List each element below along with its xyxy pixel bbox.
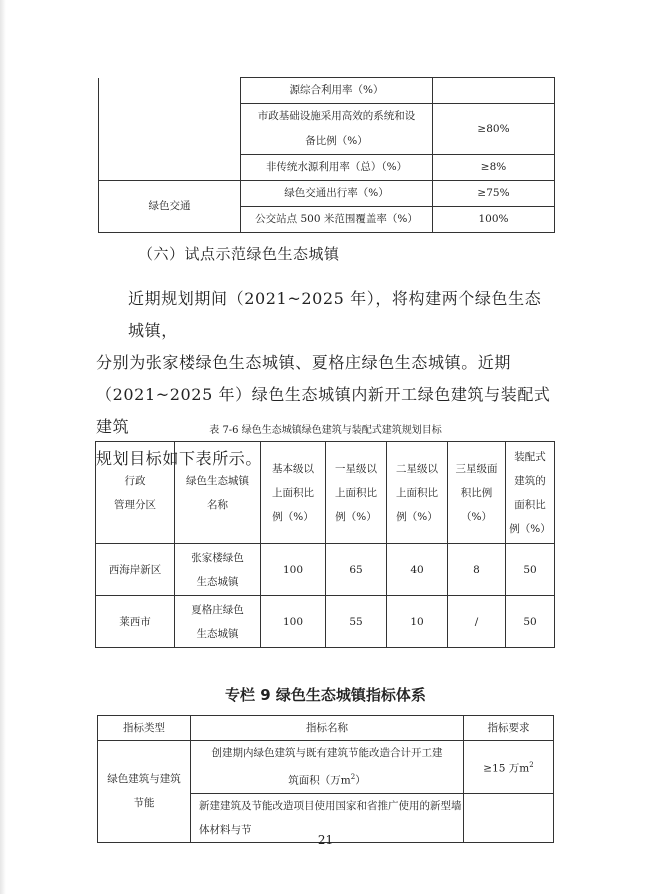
- group-cell: [99, 78, 241, 181]
- table-row: [99, 181, 555, 207]
- table-row: [98, 741, 554, 794]
- header-cell: 装配式 建筑的 面积比 例（%）: [506, 442, 555, 544]
- requirement-cell: [433, 78, 555, 104]
- group-cell: 绿色交通: [99, 181, 241, 233]
- table-header-row: [96, 442, 555, 544]
- table-row: 莱西市 夏格庄绿色 生态城镇 100 55 10 / 50: [96, 596, 555, 648]
- page-edge: [0, 0, 6, 894]
- group-cell: 绿色建筑与建筑 节能: [98, 741, 191, 843]
- requirement-cell: ≥8%: [433, 155, 555, 181]
- header-cell: 二星级以 上面积比 例（%）: [387, 442, 448, 544]
- indicator-cell: 新建建筑及节能改造项目使用国家和省推广使用的新型墙体材料与节: [191, 793, 464, 842]
- header-cell: 基本级以 上面积比 例（%）: [261, 442, 326, 544]
- header-cell: 绿色生态城镇 名称: [175, 442, 261, 544]
- requirement-cell: ≥75%: [433, 181, 555, 207]
- requirement-cell: ≥80%: [433, 104, 555, 155]
- requirement-cell: 100%: [433, 207, 555, 233]
- box-title: 专栏 9 绿色生态城镇指标体系: [225, 686, 426, 704]
- table-row: 西海岸新区 张家楼绿色 生态城镇 100 65 40 8 50: [96, 544, 555, 596]
- table-caption: 表 7-6 绿色生态城镇绿色建筑与装配式建筑规划目标: [209, 425, 442, 436]
- paragraph: 近期规划期间（2021~2025 年），将构建两个绿色生态城镇， 分别为张家楼绿色生态城镇、夏格庄绿色生态城镇。近期 （2021~2025 年）绿色生态城镇内新开工绿色建筑与装配式建筑 规划目标如下表所示。: [96, 289, 551, 468]
- header-cell: 一星级以 上面积比 例（%）: [326, 442, 387, 544]
- page-number: 21: [317, 833, 334, 847]
- indicator-cell: 创建期内绿色建筑与既有建筑节能改造合计开工建 筑面积（万$m^2$）: [191, 741, 464, 794]
- indicator-table-continued: [98, 77, 555, 233]
- header-cell: 三星级面 积比例 （%）: [448, 442, 506, 544]
- table-header-row: 指标类型 指标名称 指标要求: [98, 716, 554, 741]
- indicator-system-table: [97, 715, 554, 843]
- indicator-cell: 市政基础设施采用高效的系统和设 备比例（%）: [241, 104, 433, 155]
- green-town-target-table: [95, 441, 555, 648]
- table-row: [99, 78, 555, 104]
- indicator-cell: 公交站点 500 米范围覆盖率（%）: [241, 207, 433, 233]
- indicator-cell: 绿色交通出行率（%）: [241, 181, 433, 207]
- indicator-cell: 非传统水源利用率（总）（%）: [241, 155, 433, 181]
- section-subheading: （六）试点示范绿色生态城镇: [138, 245, 340, 263]
- indicator-cell: 源综合利用率（%）: [241, 78, 433, 104]
- header-cell: 行政 管理分区: [96, 442, 175, 544]
- requirement-cell: ≥15 万$m^2$: [464, 741, 554, 794]
